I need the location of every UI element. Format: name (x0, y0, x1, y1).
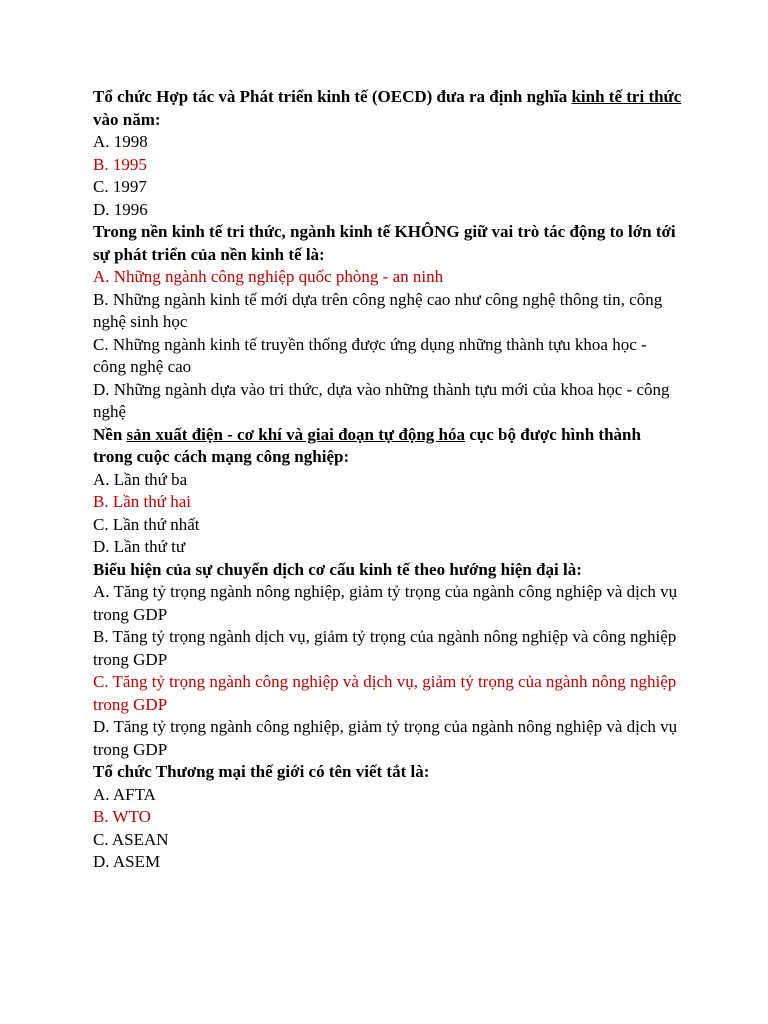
answer-option: D. Những ngành dựa vào tri thức, dựa vào những thành tựu mới của khoa học - công nghệ (93, 379, 670, 421)
answer-option: C. 1997 (93, 177, 147, 196)
question-text: Tổ chức Hợp tác và Phát triển kinh tế (OECD) đưa ra định nghĩa kinh tế tri thức vào năm: (93, 87, 682, 129)
question-text: Tổ chức Thương mại thế giới có tên viết tắt là: (93, 762, 430, 781)
answer-option: C. ASEAN (93, 829, 169, 849)
answer-option: C. Lần thứ nhất (93, 514, 200, 534)
answer-option-correct: B. 1995 (93, 154, 147, 174)
question-text: Biểu hiện của sự chuyển dịch cơ cấu kinh tế theo hướng hiện đại là: (93, 559, 582, 579)
question-block (93, 559, 683, 762)
document-page (93, 86, 683, 874)
question-block (93, 86, 683, 221)
question-block (93, 761, 683, 874)
answer-option-correct: B. WTO (93, 807, 151, 826)
question-block (93, 424, 683, 559)
question-text: Nền sản xuất điện - cơ khí và giai đoạn tự động hóa cục bộ được hình thành trong cuộc cách mạng công nghiệp: (93, 424, 641, 466)
answer-option: D. ASEM (93, 852, 161, 871)
answer-option: B. Những ngành kinh tế mới dựa trên công nghệ cao như công nghệ thông tin, công nghệ sinh học (93, 289, 663, 331)
answer-option: D. 1996 (93, 199, 148, 219)
answer-option-correct: A. Những ngành công nghiệp quốc phòng - an ninh (93, 267, 444, 286)
answer-option: A. 1998 (93, 132, 148, 151)
answer-option: B. Tăng tỷ trọng ngành dịch vụ, giảm tỷ trọng của ngành nông nghiệp và công nghiệp trong GDP (93, 627, 677, 669)
answer-option: A. Lần thứ ba (93, 469, 188, 489)
answer-option: D. Tăng tỷ trọng ngành công nghiệp, giảm tỷ trọng của ngành nông nghiệp và dịch vụ trong GDP (93, 717, 678, 759)
underlined-term: kinh tế tri thức (571, 87, 682, 106)
question-block (93, 221, 683, 424)
answer-option: A. Tăng tỷ trọng ngành nông nghiệp, giảm tỷ trọng của ngành công nghiệp và dịch vụ trong GDP (93, 582, 678, 624)
underlined-term: sản xuất điện - cơ khí và giai đoạn tự động hóa (126, 424, 465, 444)
answer-option-correct: B. Lần thứ hai (93, 492, 191, 511)
answer-option: C. Những ngành kinh tế truyền thống được ứng dụng những thành tựu khoa học - công nghệ cao (93, 334, 647, 376)
question-text: Trong nền kinh tế tri thức, ngành kinh tế KHÔNG giữ vai trò tác động to lớn tới sự phát triển của nền kinh tế là: (93, 222, 676, 264)
answer-option-correct: C. Tăng tỷ trọng ngành công nghiệp và dịch vụ, giảm tỷ trọng của ngành nông nghiệp trong GDP (93, 672, 677, 714)
answer-option: A. AFTA (93, 784, 156, 804)
answer-option: D. Lần thứ tư (93, 537, 186, 556)
